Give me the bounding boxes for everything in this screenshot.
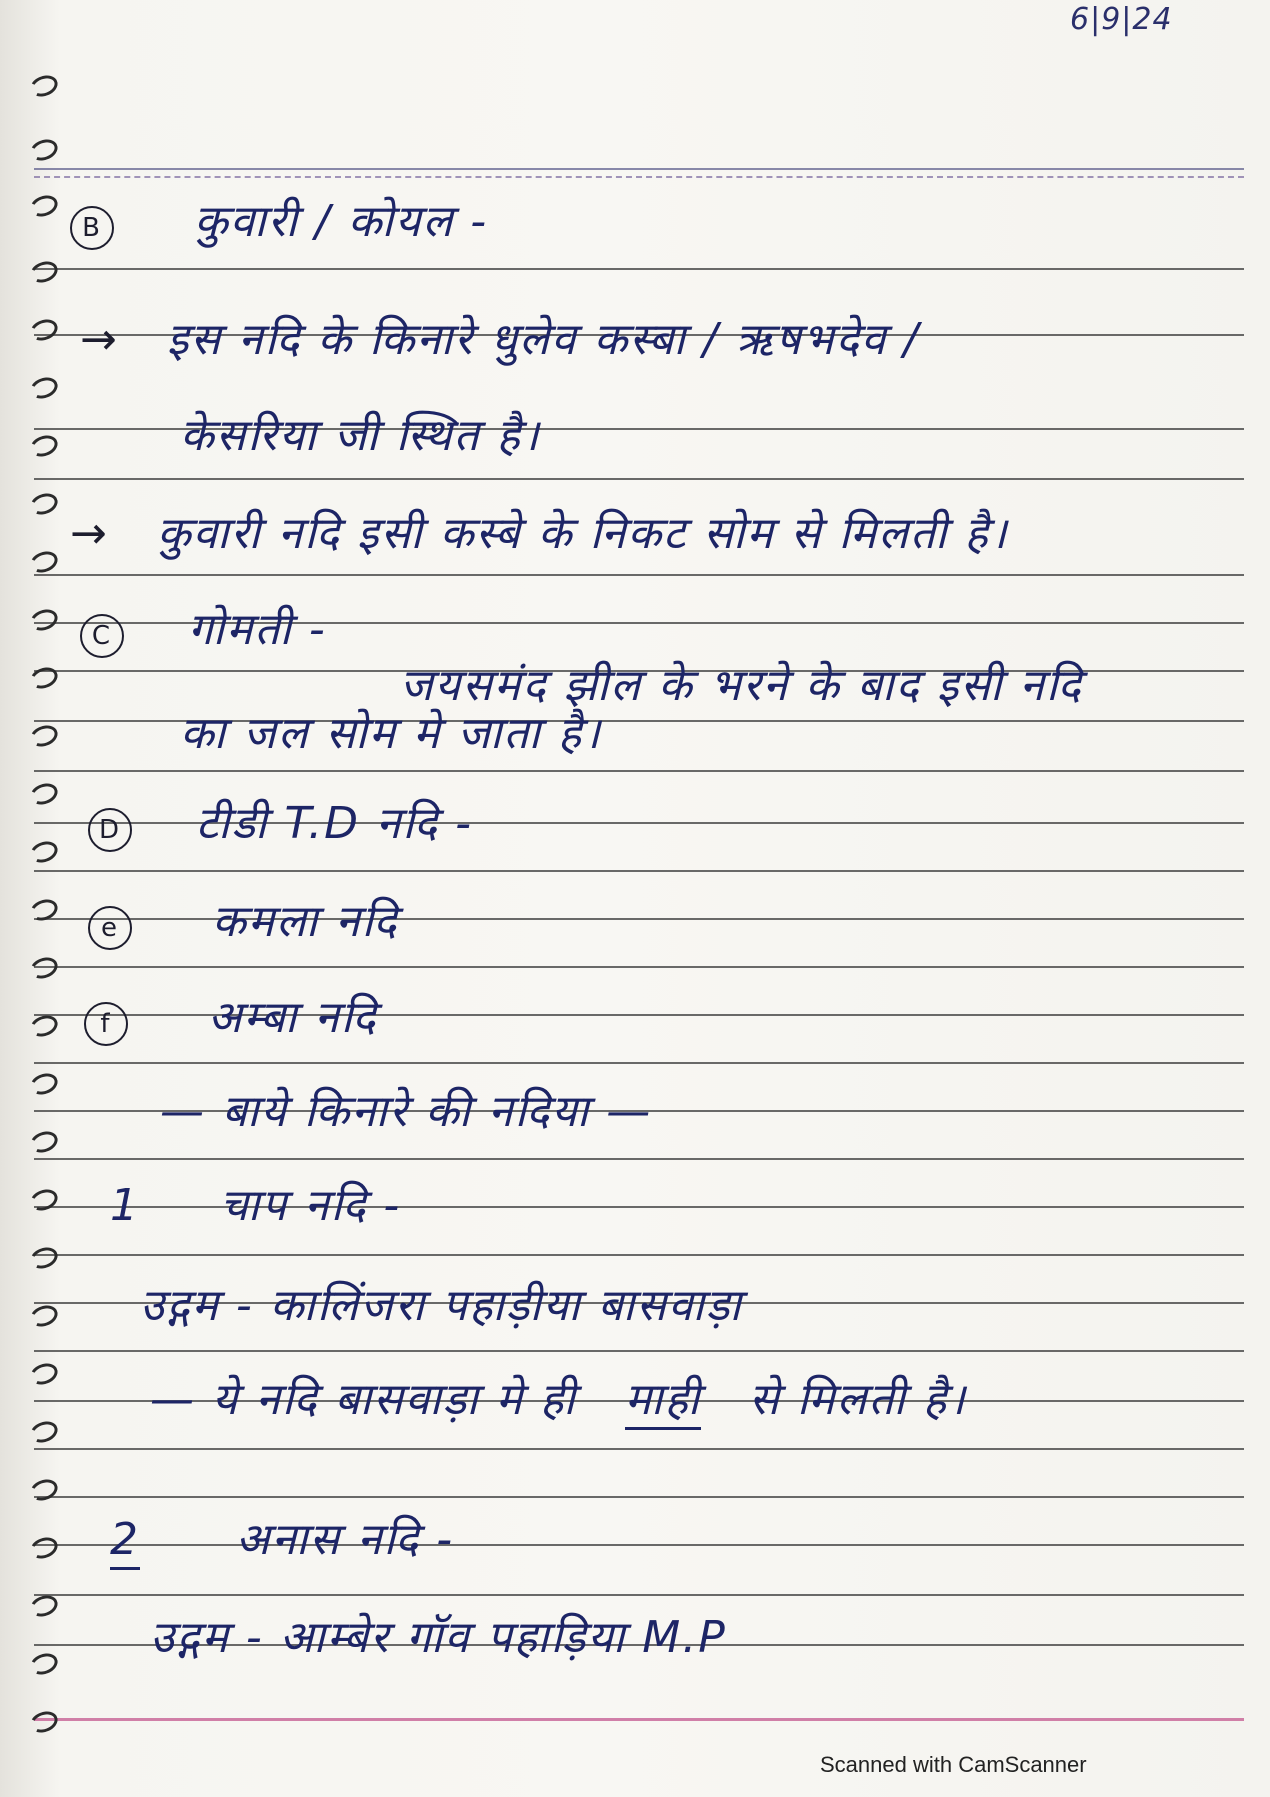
section-d-marker: D bbox=[88, 808, 132, 852]
arrow-icon: → bbox=[70, 508, 109, 559]
section-b-marker: B bbox=[70, 206, 114, 250]
binding-hole bbox=[27, 780, 60, 808]
binding-hole bbox=[27, 1070, 60, 1098]
section-b-note2-text: कुवारी नदि इसी कस्बे के निकट सोम से मिलती है। bbox=[156, 508, 1009, 559]
rule-line bbox=[34, 268, 1244, 270]
section-e-marker: e bbox=[88, 906, 132, 950]
section-c-title: गोमती - bbox=[187, 604, 327, 655]
binding-hole bbox=[27, 838, 60, 866]
river-1-note bbox=[150, 1374, 967, 1425]
rule-line bbox=[34, 574, 1244, 576]
binding-hole bbox=[27, 1708, 60, 1736]
section-d-heading bbox=[88, 798, 474, 852]
binding-hole bbox=[27, 1534, 60, 1562]
river-1-heading bbox=[110, 1180, 402, 1231]
binding-hole bbox=[27, 722, 60, 750]
river-2-title: अनास नदि - bbox=[235, 1514, 455, 1565]
river-1-marker: 1 bbox=[110, 1180, 140, 1231]
rule-line bbox=[34, 966, 1244, 968]
river-2-heading bbox=[110, 1514, 455, 1565]
river-1-title: चाप नदि - bbox=[219, 1180, 402, 1231]
river-1-note-mahi: माही bbox=[625, 1374, 701, 1430]
rule-line bbox=[34, 770, 1244, 772]
binding-hole bbox=[27, 72, 60, 100]
rule-line bbox=[34, 1254, 1244, 1256]
binding-hole bbox=[27, 1360, 60, 1388]
section-c-heading bbox=[80, 604, 327, 658]
river-1-origin: उद्गम - कालिंजरा पहाड़ीया बासवाड़ा bbox=[140, 1280, 743, 1331]
binding-hole bbox=[27, 1244, 60, 1272]
section-d-title: टीडी T.D नदि - bbox=[195, 798, 474, 849]
rule-line bbox=[34, 870, 1244, 872]
binding-hole bbox=[27, 316, 60, 344]
binding-hole bbox=[27, 1128, 60, 1156]
section-b-heading bbox=[70, 196, 489, 250]
rule-line bbox=[34, 1350, 1244, 1352]
section-f-title: अम्बा नदि bbox=[207, 992, 378, 1043]
section-c-marker: C bbox=[80, 614, 124, 658]
section-b-note1a bbox=[80, 314, 921, 365]
section-f-heading bbox=[84, 992, 378, 1046]
binding-hole bbox=[27, 606, 60, 634]
top-margin-rule bbox=[34, 168, 1244, 178]
binding-hole bbox=[27, 432, 60, 460]
rule-line bbox=[34, 478, 1244, 480]
binding-hole bbox=[27, 136, 60, 164]
section-c-note2: का जल सोम मे जाता है। bbox=[180, 708, 602, 759]
section-e-heading bbox=[88, 896, 399, 950]
binding-hole bbox=[27, 954, 60, 982]
river-2-marker: 2 bbox=[110, 1514, 140, 1570]
binding-hole bbox=[27, 1012, 60, 1040]
left-bank-heading: — बाये किनारे की नदिया — bbox=[160, 1086, 653, 1137]
section-b-title: कुवारी / कोयल - bbox=[193, 196, 489, 247]
binding-hole bbox=[27, 192, 60, 220]
binding-hole bbox=[27, 1592, 60, 1620]
section-e-title: कमला नदि bbox=[211, 896, 399, 947]
river-1-note-b: से मिलती है। bbox=[749, 1374, 967, 1425]
binding-hole bbox=[27, 258, 60, 286]
section-b-note1a-text: इस नदि के किनारे धुलेव कस्बा / ऋषभदेव / bbox=[166, 314, 921, 365]
river-1-note-a: — ये नदि बासवाड़ा मे ही bbox=[150, 1374, 577, 1425]
page-date: 6|9|24 bbox=[1070, 2, 1173, 37]
binding-hole bbox=[27, 490, 60, 518]
rule-line bbox=[34, 1158, 1244, 1160]
section-c-note1: जयसमंद झील के भरने के बाद इसी नदि bbox=[400, 660, 1083, 711]
arrow-icon: → bbox=[80, 314, 119, 365]
binding-hole bbox=[27, 1418, 60, 1446]
binding-hole bbox=[27, 664, 60, 692]
binding-hole bbox=[27, 1476, 60, 1504]
binding-hole bbox=[27, 548, 60, 576]
section-b-note1b: केसरिया जी स्थित है। bbox=[180, 410, 541, 461]
rule-line bbox=[34, 1448, 1244, 1450]
rule-line bbox=[34, 1062, 1244, 1064]
river-2-origin: उद्गम - आम्बेर गॉव पहाड़िया M.P bbox=[150, 1612, 727, 1663]
binding-hole bbox=[27, 1302, 60, 1330]
rule-line bbox=[34, 1496, 1244, 1498]
bottom-margin-rule bbox=[34, 1718, 1244, 1721]
rule-line bbox=[34, 1594, 1244, 1596]
scanner-watermark: Scanned with CamScanner bbox=[820, 1752, 1087, 1777]
section-b-note2 bbox=[70, 508, 1009, 559]
binding-hole bbox=[27, 1650, 60, 1678]
section-f-marker: f bbox=[84, 1002, 128, 1046]
binding-hole bbox=[27, 1186, 60, 1214]
binding-hole bbox=[27, 374, 60, 402]
